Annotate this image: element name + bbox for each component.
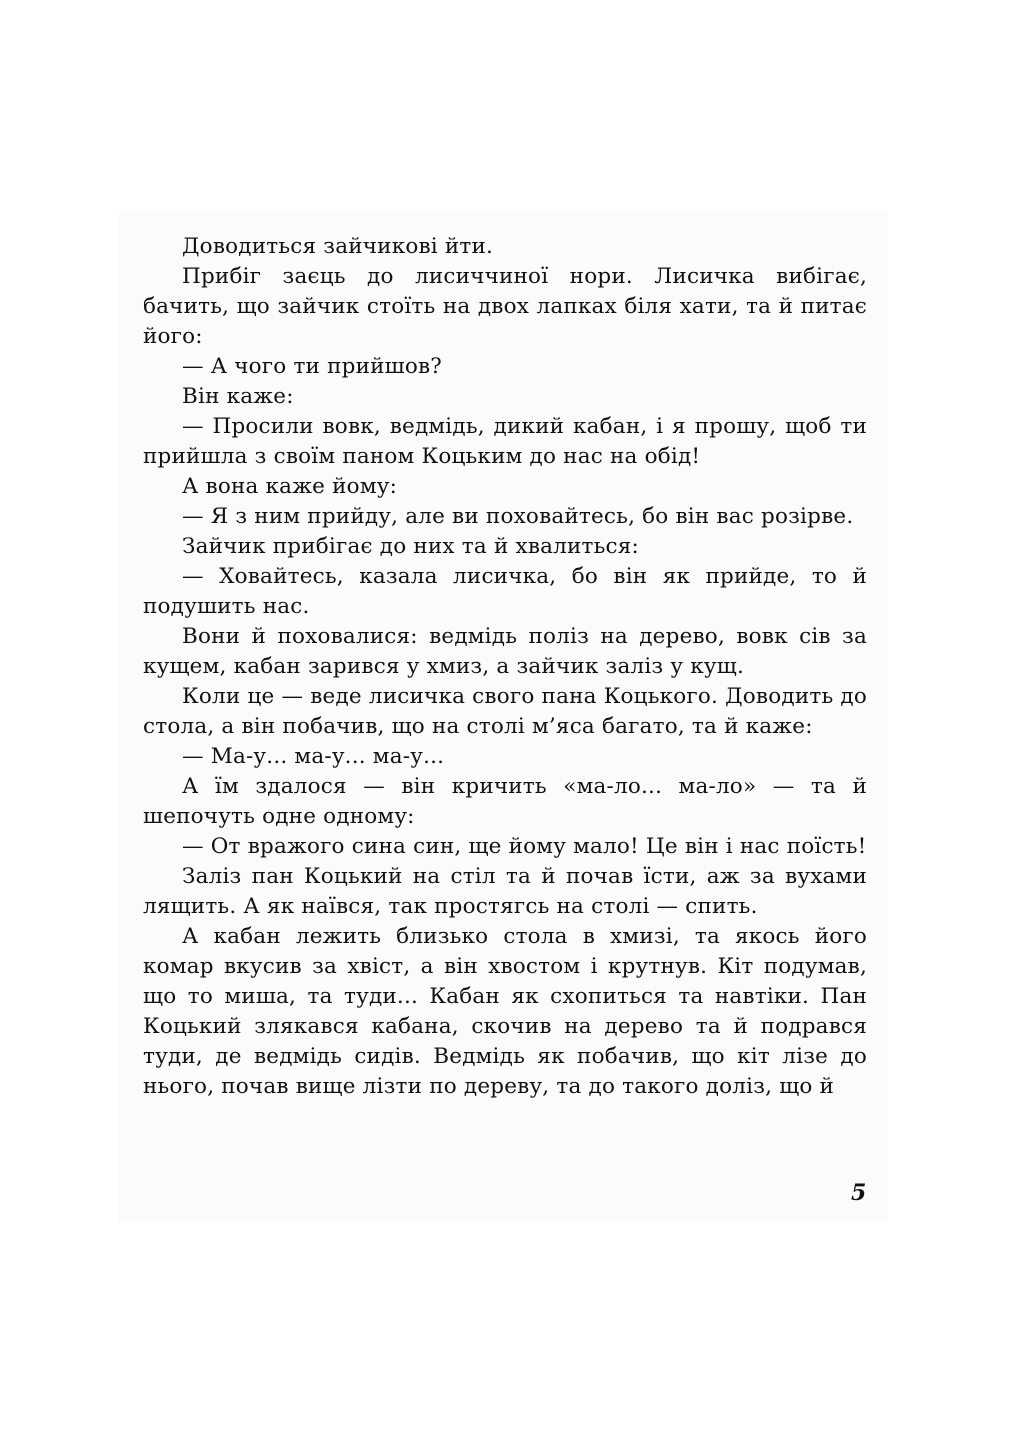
- paragraph: — А чого ти прийшов?: [182, 354, 443, 379]
- paragraph: Доводиться зайчикові йти.: [182, 234, 494, 259]
- paragraph: — От вражого сина син, ще йому мало! Це він і нас поїсть!: [182, 834, 867, 859]
- paragraph: Він каже:: [182, 384, 294, 409]
- story-text: [143, 232, 867, 1102]
- paragraph: Заліз пан Коцький на стіл та й почав їсти, аж за вухами лящить. А як наївся, так простягсь на столі — спить.: [143, 864, 867, 919]
- paragraph: Вони й поховалися: ведмідь поліз на дерево, вовк сів за кущем, кабан зарився у хмиз, а зайчик заліз у кущ.: [143, 624, 867, 679]
- paragraph: — Просили вовк, ведмідь, дикий кабан, і я прошу, щоб ти прийшла з своїм паном Коцьким до нас на обід!: [143, 414, 867, 469]
- paragraph: Прибіг заєць до лисиччиної нори. Лисичка вибігає, бачить, що зайчик стоїть на двох лапках біля хати, та й питає його:: [143, 264, 867, 349]
- paragraph: А кабан лежить близько стола в хмизі, та якось його комар вкусив за хвіст, а він хвостом і крутнув. Кіт подумав, що то миша, та туди... Кабан як схопиться та навтіки. Пан Коцький злякався кабана, скочив на дерево та й подрався туди, де ведмідь сидів. Ведмідь як побачив, що кіт лізе до нього, почав вище лізти по дереву, та до такого доліз, що й: [143, 924, 867, 1099]
- paragraph: Зайчик прибігає до них та й хвалиться:: [182, 534, 639, 559]
- paragraph: — Ховайтесь, казала лисичка, бо він як прийде, то й подушить нас.: [143, 564, 867, 619]
- paragraph: — Ма-у... ма-у... ма-у...: [182, 744, 445, 769]
- paragraph: А вона каже йому:: [182, 474, 398, 499]
- paragraph: А їм здалося — він кричить «ма-ло... ма-ло» — та й шепочуть одне одному:: [143, 774, 867, 829]
- paragraph: Коли це — веде лисичка свого пана Коцького. Доводить до стола, а він побачив, що на столі м’яса багато, та й каже:: [143, 684, 867, 739]
- page-number: 5: [851, 1180, 867, 1206]
- paragraph: — Я з ним прийду, але ви поховайтесь, бо він вас розірве.: [182, 504, 854, 529]
